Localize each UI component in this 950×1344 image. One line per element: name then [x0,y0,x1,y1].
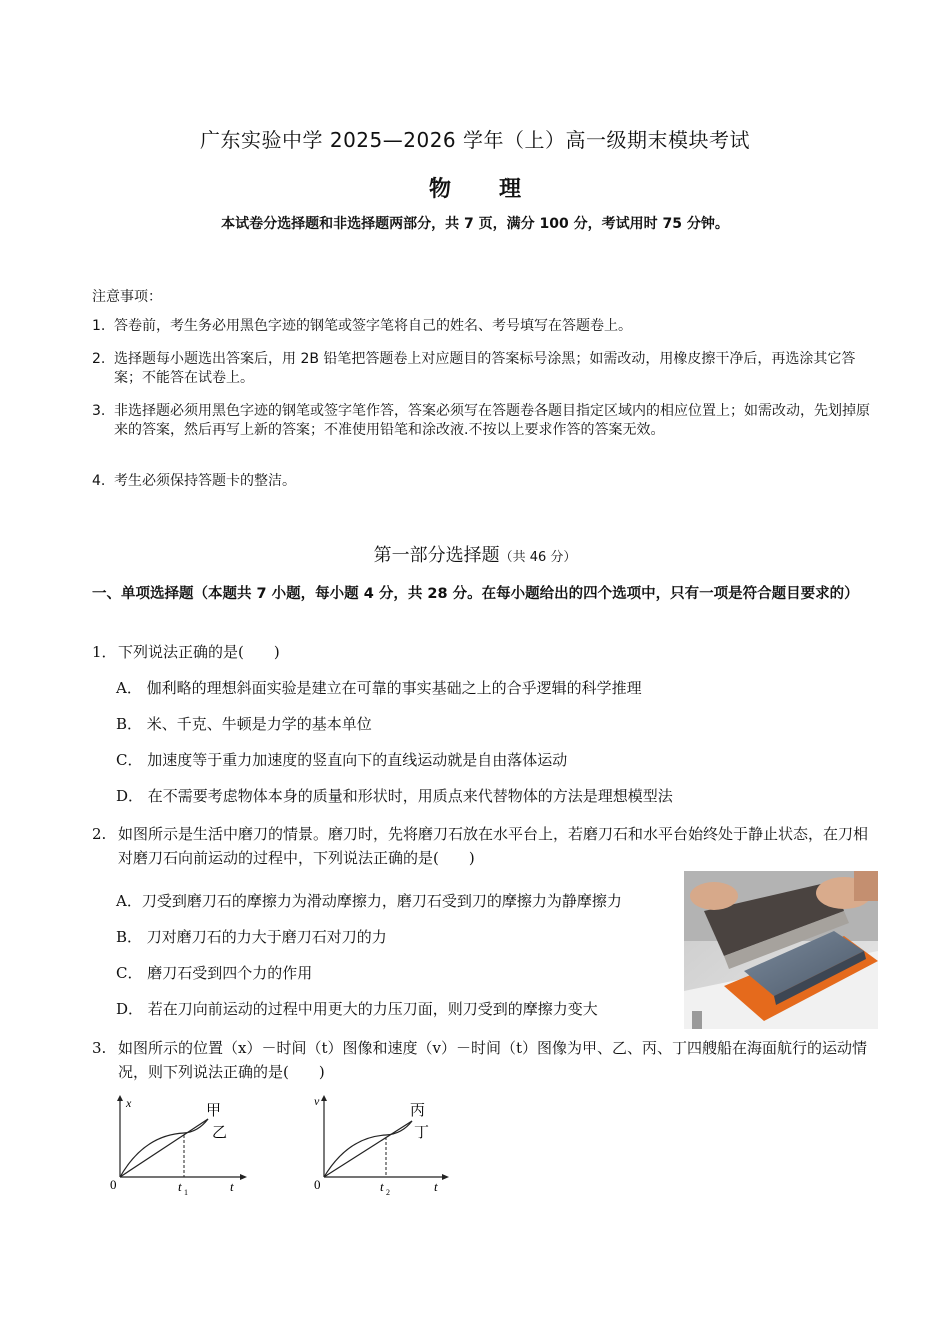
question-stem: 如图所示是生活中磨刀的情景。磨刀时，先将磨刀石放在水平台上，若磨刀石和水平台始终处于静止状态，在刀相对磨刀石向前运动的过程中，下列说法正确的是( ) [118,825,869,867]
question-stem: 如图所示的位置（x）－时间（t）图像和速度（v）－时间（t）图像为甲、乙、丙、丁四艘船在海面航行的运动情况，则下列说法正确的是( ) [118,1039,867,1081]
label-bing: 丙 [410,1101,426,1119]
question-3 [92,1036,882,1084]
note-number: 1. [92,318,106,334]
q1-option-c: C． 加速度等于重力加速度的竖直向下的直线运动就是自由落体运动 [116,751,568,769]
v-axis-label: v [314,1095,320,1108]
note-text: 答卷前，考生务必用黑色字迹的钢笔或签字笔将自己的姓名、考号填写在答题卷上。 [114,318,632,334]
q2-option-c: C． 磨刀石受到四个力的作用 [116,964,313,982]
x-axis-arrow-icon [117,1095,123,1101]
question-number: 2. [92,825,107,843]
question-1 [92,640,882,664]
v-axis-arrow-icon [321,1095,327,1101]
notes-heading: 注意事项： [92,289,162,305]
origin-label: 0 [314,1177,321,1192]
exam-intro: 本试卷分选择题和非选择题两部分，共 7 页，满分 100 分，考试用时 75 分钟。 [221,216,729,232]
t1-subscript: 1 [184,1188,188,1197]
section-title: 一、单项选择题（本题共 7 小题，每小题 4 分，共 28 分。在每小题给出的四个选项中，只有一项是符合题目要求的） [92,586,859,602]
part1-score: （共 46 分） [499,550,577,565]
subject-char-1: 物 [428,177,451,202]
t-axis-label: t [230,1179,234,1194]
note-item [92,472,872,491]
t2-subscript: 2 [386,1188,390,1197]
note-text: 选择题每小题选出答案后，用 2B 铅笔把答题卷上对应题目的答案标号涂黑；如需改动，用橡皮擦干净后，再选涂其它答案；不能答在试卷上。 [114,351,856,386]
label-ding: 丁 [414,1123,430,1141]
vt-graph [310,1095,450,1200]
origin-label: 0 [110,1177,117,1192]
subject-char-2: 理 [499,177,522,202]
line-jia [120,1119,208,1177]
t-axis-arrow-icon [442,1174,449,1180]
note-item [92,402,872,440]
q1-option-d: D． 在不需要考虑物体本身的质量和形状时，用质点来代替物体的方法是理想模型法 [116,787,673,805]
subject-title [0,172,950,203]
question-stem: 下列说法正确的是( ) [118,643,280,661]
t1-label: t [178,1179,182,1194]
question-number: 1． [92,643,117,661]
question-number: 3. [92,1039,107,1057]
q2-option-a: A．刀受到磨刀石的摩擦力为滑动摩擦力，磨刀石受到刀的摩擦力为静摩擦力 [116,892,622,910]
xt-graph [108,1095,248,1200]
note-item [92,350,872,388]
q2-option-d: D． 若在刀向前运动的过程中用更大的力压刀面，则刀受到的摩擦力变大 [116,1000,598,1018]
knife-sharpening-photo [684,871,878,1029]
exam-title: 广东实验中学 2025—2026 学年（上）高一级期末模块考试 [199,128,750,152]
question-2 [92,822,882,870]
t-axis-arrow-icon [240,1174,247,1180]
q2-option-b: B． 刀对磨刀石的力大于磨刀石对刀的力 [116,928,387,946]
note-number: 3. [92,403,106,419]
part1-title [0,541,950,567]
note-text: 非选择题必须用黑色字迹的钢笔或签字笔作答，答案必须写在答题卷各题目指定区域内的相应位置上；如需改动，先划掉原来的答案，然后再写上新的答案；不准使用铅笔和涂改液.不按以上要求作答的答案无效。 [114,403,870,438]
line-bing [324,1121,412,1177]
note-number: 4. [92,473,106,489]
t2-label: t [380,1179,384,1194]
x-axis-label: x [126,1096,132,1110]
label-yi: 乙 [212,1123,228,1141]
note-item [92,317,872,336]
t-axis-label: t [434,1179,438,1194]
part1-title-text: 第一部分选择题 [373,545,500,566]
note-number: 2. [92,351,106,367]
note-text: 考生必须保持答题卡的整洁。 [114,473,296,489]
q1-option-a: A． 伽利略的理想斜面实验是建立在可靠的事实基础之上的合乎逻辑的科学推理 [116,679,642,697]
q1-option-b: B． 米、千克、牛顿是力学的基本单位 [116,715,372,733]
label-jia: 甲 [206,1101,222,1119]
